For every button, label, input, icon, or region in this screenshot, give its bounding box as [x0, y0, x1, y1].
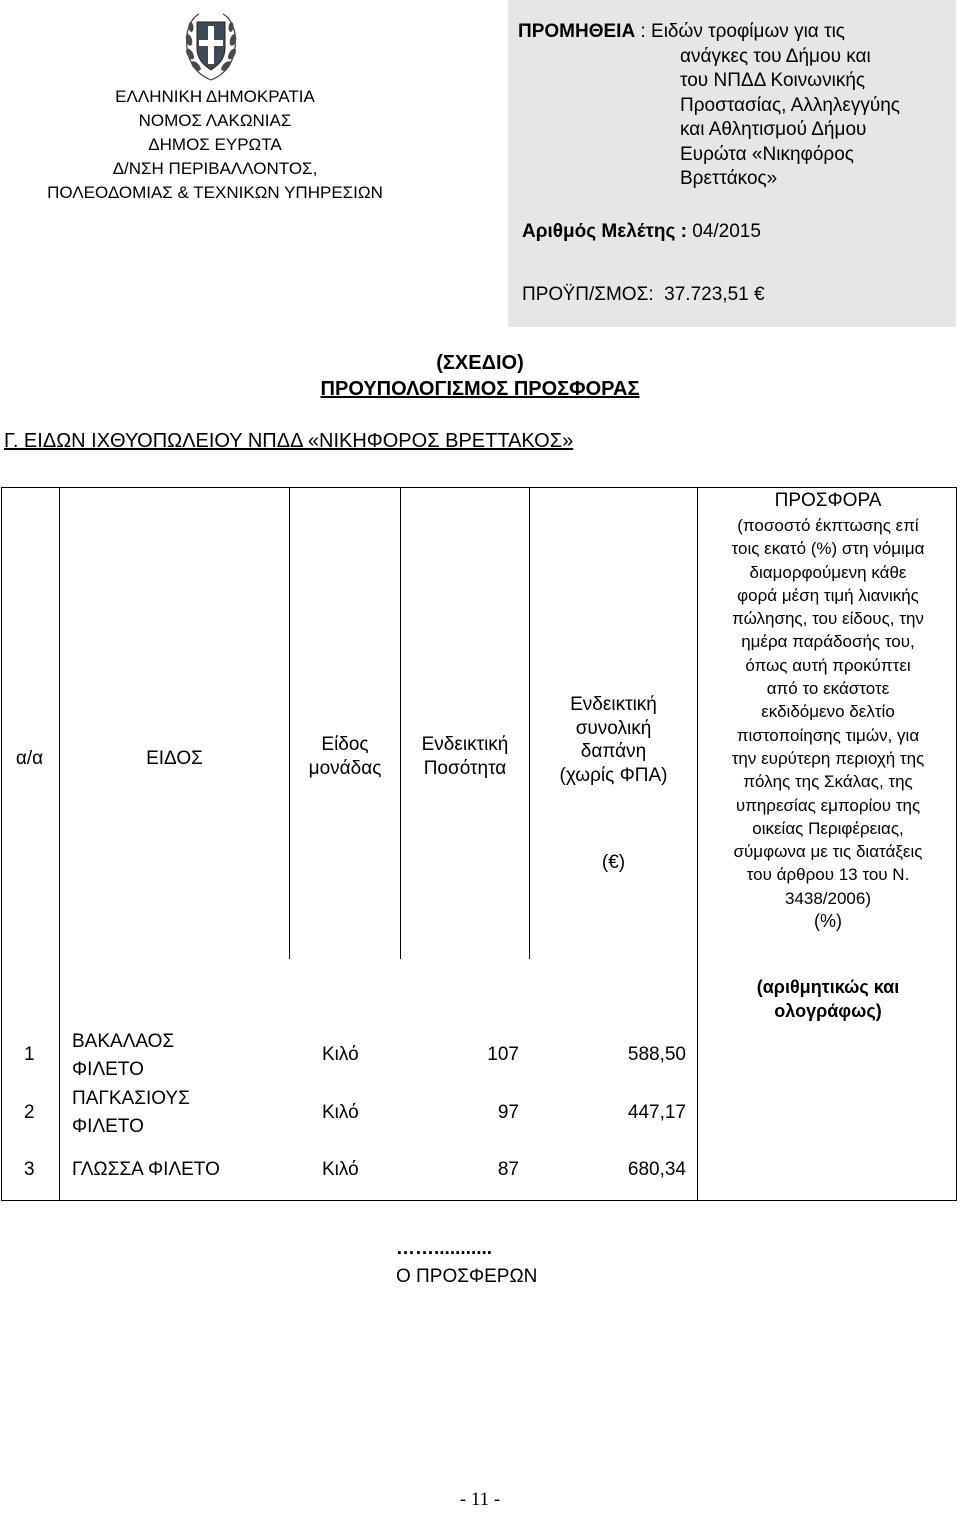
issuer-line: ΝΟΜΟΣ ΛΑΚΩΝΙΑΣ — [138, 111, 292, 130]
offer-note-line: ολογράφως) — [774, 1001, 882, 1021]
signature-label: Ο ΠΡΟΣΦΕΡΩΝ — [396, 1266, 538, 1287]
offer-line: πόλης της Σκάλας, της — [743, 772, 913, 792]
row1-aa: 1 — [24, 1044, 35, 1065]
header-qty-line: Ενδεικτική — [421, 734, 509, 755]
offer-line: υπηρεσίας εμπορίου της — [735, 795, 921, 815]
offer-line: από το εκάστοτε — [766, 679, 890, 699]
issuer-line: Δ/ΝΣΗ ΠΕΡΙΒΑΛΛΟΝΤΟΣ, — [112, 159, 318, 178]
header-cost-line: συνολική — [575, 717, 652, 739]
row2-item-line: ΦΙΛΕΤΟ — [72, 1116, 144, 1137]
header-unit-line: μονάδας — [308, 757, 382, 779]
row2-aa: 2 — [24, 1102, 35, 1123]
offer-line: 3438/2006) — [784, 888, 872, 908]
coat-of-arms-emblem — [181, 10, 241, 84]
budget-label: ΠΡΟΫΠ/ΣΜΟΣ: — [522, 284, 654, 305]
row1-qty: 107 — [487, 1044, 519, 1065]
issuer-line: ΠΟΛΕΟΔΟΜΙΑΣ & ΤΕΧΝΙΚΩΝ ΥΠΗΡΕΣΙΩΝ — [47, 183, 383, 202]
header-cost-unit: (€) — [601, 852, 626, 873]
study-label: Αριθμός Μελέτης : — [522, 221, 687, 242]
subject-line: και Αθλητισμού Δήμου — [680, 119, 867, 140]
header-cost-line: Ενδεικτική — [570, 694, 657, 715]
offer-line: (ποσοστό έκπτωσης επί — [737, 516, 919, 535]
row3-qty: 87 — [497, 1159, 519, 1180]
column-divider — [697, 487, 698, 1200]
column-divider — [59, 487, 60, 1200]
offer-line: τοις εκατό (%) στη νόμιμα — [731, 539, 925, 559]
issuer-block — [30, 85, 400, 205]
row3-unit: Κιλό — [322, 1159, 359, 1180]
offer-line: φορά μέση τιμή λιανικής — [737, 585, 919, 605]
row2-item — [72, 1085, 190, 1141]
offer-line: πώλησης, του είδους, την — [732, 609, 924, 629]
offer-line: πιστοποίησης τιμών, για — [736, 725, 920, 745]
row1-item — [72, 1028, 174, 1084]
offer-line: (%) — [814, 911, 842, 932]
offer-line: του άρθρου 13 του Ν. — [746, 865, 910, 885]
subject-line: ανάγκες του Δήμου και — [680, 45, 871, 67]
column-divider — [400, 487, 401, 959]
subject-label: ΠΡΟΜΗΘΕΙΑ — [518, 21, 636, 42]
row2-qty: 97 — [497, 1102, 519, 1123]
subject-text: : Ειδών τροφίμων για τις — [635, 21, 845, 42]
row2-item-line: ΠΑΓΚΑΣΙΟΥΣ — [72, 1088, 190, 1109]
procurement-subject — [518, 20, 948, 192]
header-offer — [700, 488, 956, 933]
row2-cost: 447,17 — [627, 1102, 686, 1123]
subject-line: Προστασίας, Αλληλεγγύης — [680, 94, 900, 116]
study-value: 04/2015 — [686, 221, 761, 242]
offer-note — [700, 975, 956, 1023]
header-qty-line: Ποσότητα — [423, 757, 507, 779]
signature-dots: ……........... — [396, 1238, 493, 1259]
study-number — [522, 221, 761, 243]
header-aa: α/α — [15, 748, 44, 769]
row3-item: ΓΛΩΣΣΑ ΦΙΛΕΤΟ — [72, 1159, 220, 1180]
section-title: Γ. ΕΙΔΩΝ ΙΧΘΥΟΠΩΛΕΙΟΥ ΝΠΔΔ «ΝΙΚΗΦΟΡΟΣ ΒΡΕΤΤΑΚΟΣ» — [4, 430, 574, 452]
row3-aa: 3 — [24, 1159, 35, 1180]
subject-line: του ΝΠΔΔ Κοινωνικής — [680, 70, 866, 91]
issuer-line: ΔΗΜΟΣ ΕΥΡΩΤΑ — [148, 135, 282, 154]
header-unit — [290, 733, 400, 780]
offer-title: ΠΡΟΣΦΟΡΑ — [774, 490, 882, 511]
issuer-line: ΕΛΛΗΝΙΚΗ ΔΗΜΟΚΡΑΤΙΑ — [115, 87, 315, 106]
row1-item-line: ΒΑΚΑΛΑΟΣ — [72, 1031, 175, 1052]
euro-sign: € — [753, 284, 765, 305]
header-cost-line: δαπάνη — [580, 741, 647, 762]
offer-line: όπως αυτή προκύπτει — [745, 655, 911, 675]
offer-line: οικείας Περιφέρειας, — [752, 818, 904, 838]
offer-line: σύμφωνα με τις διατάξεις — [733, 842, 923, 862]
subject-line: Βρεττάκος» — [680, 168, 778, 189]
header-unit-line: Είδος — [321, 734, 369, 755]
offer-note-line: (αριθμητικώς και — [756, 977, 900, 997]
offer-line: ημέρα παράδοσής του, — [741, 632, 915, 652]
row1-unit: Κιλό — [322, 1044, 359, 1065]
offer-line: εκδιδόμενο δελτίο — [761, 702, 895, 722]
header-cost — [530, 693, 697, 787]
subject-line: Ευρώτα «Νικηφόρος — [680, 143, 854, 165]
row2-unit: Κιλό — [322, 1102, 359, 1123]
draft-title: (ΣΧΕΔΙΟ) — [436, 352, 524, 374]
header-cost-line: (χωρίς ΦΠΑ) — [559, 764, 668, 786]
row3-cost: 680,34 — [627, 1159, 686, 1180]
offer-line: διαμορφούμενη κάθε — [749, 562, 907, 582]
column-divider — [289, 487, 290, 959]
offer-line: την ευρύτερη περιοχή της — [731, 748, 925, 768]
header-qty — [401, 733, 529, 780]
budget-value: 37.723,51 — [664, 284, 749, 305]
row1-item-line: ΦΙΛΕΤΟ — [72, 1059, 144, 1080]
header-item: ΕΙΔΟΣ — [146, 748, 203, 769]
page-number: - 11 - — [459, 1489, 501, 1510]
main-title: ΠΡΟΥΠΟΛΟΓΙΣΜΟΣ ΠΡΟΣΦΟΡΑΣ — [320, 378, 640, 400]
row1-cost: 588,50 — [627, 1044, 686, 1065]
budget — [522, 284, 765, 306]
